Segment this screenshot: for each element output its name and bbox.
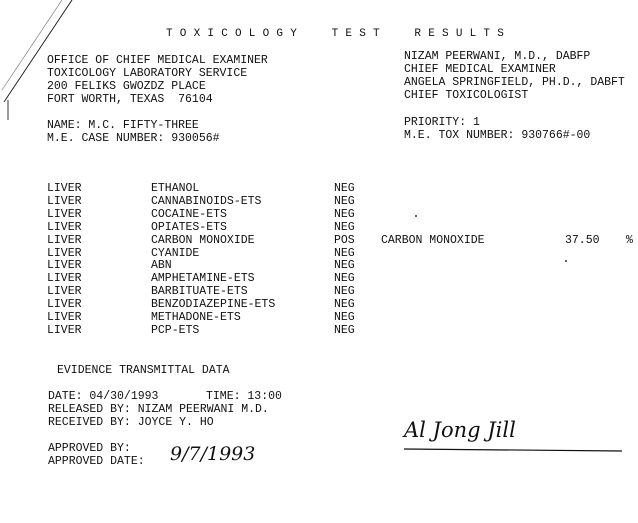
result-result: NEG [334,323,355,337]
staff-line: CHIEF MEDICAL EXAMINER [404,63,556,76]
result-test: OPIATES-ETS [151,220,227,234]
result-test: CANNABINOIDS-ETS [151,194,262,208]
result-specimen: LIVER [47,311,82,324]
result-specimen: LIVER [47,246,82,260]
office-line: TOXICOLOGY LABORATORY SERVICE [47,67,248,80]
evidence-date: DATE: 04/30/1993 [48,390,159,403]
received-by: RECEIVED BY: JOYCE Y. HO [48,416,214,429]
result-test: CARBON MONOXIDE [151,233,255,247]
priority: PRIORITY: 1 [404,116,480,129]
quantitation-analyte: CARBON MONOXIDE [381,234,485,247]
result-result: NEG [334,207,355,221]
staff-line: CHIEF TOXICOLOGIST [404,89,529,102]
evidence-heading: EVIDENCE TRANSMITTAL DATA [57,364,230,377]
result-test: AMPHETAMINE-ETS [151,272,255,286]
result-result: NEG [334,272,355,286]
result-result: NEG [334,259,355,273]
quantitation-unit: % [626,234,633,247]
office-line: OFFICE OF CHIEF MEDICAL EXAMINER [47,54,268,67]
result-result: NEG [334,285,355,299]
case-number: M.E. CASE NUMBER: 930056# [47,132,220,145]
office-line: 200 FELIKS GWOZDZ PLACE [47,80,206,93]
result-specimen: LIVER [47,259,82,273]
quantitation-value: 37.50 [565,234,600,247]
result-specimen: LIVER [47,285,82,299]
result-specimen: LIVER [47,220,82,234]
result-result: NEG [334,298,355,312]
result-specimen: LIVER [47,298,82,312]
result-specimen: LIVER [47,182,82,195]
result-result: POS [334,233,355,247]
result-test: CYANIDE [151,246,200,260]
result-specimen: LIVER [47,323,82,337]
evidence-time: TIME: 13:00 [206,390,282,403]
result-specimen: LIVER [47,207,82,221]
result-result: NEG [334,182,355,195]
office-line: FORT WORTH, TEXAS 76104 [47,93,213,106]
result-specimen: LIVER [47,194,82,208]
result-result: NEG [334,220,355,234]
result-result: NEG [334,246,355,260]
tox-number: M.E. TOX NUMBER: 930766#-00 [404,129,591,142]
result-test: BARBITUATE-ETS [151,285,248,299]
result-test: ABN [151,259,172,273]
approved-date-handwritten: 9/7/1993 [170,443,256,465]
staff-line: ANGELA SPRINGFIELD, PH.D., DABFT [404,76,625,89]
result-test: ETHANOL [151,182,200,195]
result-specimen: LIVER [47,272,82,286]
result-result: NEG [334,311,355,324]
result-test: METHADONE-ETS [151,311,241,324]
approved-date-label: APPROVED DATE: [48,455,145,468]
result-test: PCP-ETS [151,323,200,337]
released-by: RELEASED BY: NIZAM PEERWANI M.D. [48,403,269,416]
staff-line: NIZAM PEERWANI, M.D., DABFP [404,50,591,63]
result-specimen: LIVER [47,233,82,247]
decedent-name: NAME: M.C. FIFTY-THREE [47,119,199,132]
result-result: NEG [334,194,355,208]
approved-by-label: APPROVED BY: [48,442,131,455]
report-title: TOXICOLOGY TEST RESULTS [166,28,512,40]
result-test: BENZODIAZEPINE-ETS [151,298,276,312]
approver-signature: Al Jong Jill [404,418,516,442]
result-test: COCAINE-ETS [151,207,227,221]
